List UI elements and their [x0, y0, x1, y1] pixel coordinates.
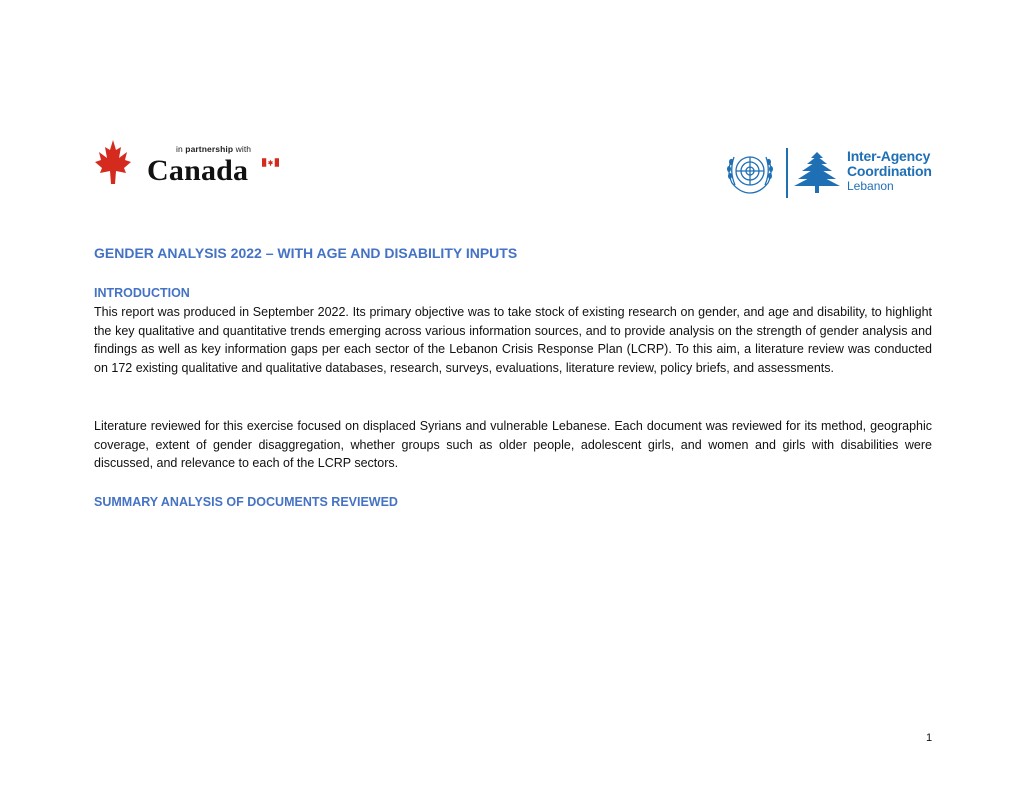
canada-partnership-logo	[94, 136, 284, 190]
logo-divider	[786, 148, 788, 198]
logo-line-coordination: Coordination	[847, 163, 932, 179]
logo-line-lebanon: Lebanon	[847, 179, 894, 193]
introduction-paragraph-2: Literature reviewed for this exercise focused on displaced Syrians and vulnerable Lebanese. Each document was reviewed for its method, geographic coverage, extent of gender disaggregation, whether groups such as older people, adolescent girls, and women and girls with disabilities were discussed, and relevance to each of the LCRP sectors.	[94, 419, 932, 471]
maple-leaf-icon	[94, 138, 132, 186]
summary-heading: SUMMARY ANALYSIS OF DOCUMENTS REVIEWED	[94, 495, 398, 509]
inter-agency-coordination-logo	[722, 146, 952, 198]
document-title: GENDER ANALYSIS 2022 – WITH AGE AND DISABILITY INPUTS	[94, 245, 518, 261]
introduction-heading: INTRODUCTION	[94, 286, 190, 300]
logo-line-inter-agency: Inter-Agency	[847, 148, 931, 164]
partnership-text: in partnership with	[176, 144, 252, 154]
canada-flag-icon	[262, 158, 279, 167]
coordination-wordmark	[847, 149, 932, 194]
cedar-tree-icon	[794, 152, 840, 194]
page-number: 1	[926, 732, 933, 744]
un-emblem-icon	[722, 147, 778, 197]
canada-wordmark: Canada	[147, 154, 249, 187]
introduction-paragraph-1: This report was produced in September 2022. Its primary objective was to take stock of existing research on gender, and age and disability, to highlight the key qualitative and quantitative trends emerging across various information sources, and to provide analysis on the strength of gender analysis and findings as well as key information gaps per each sector of the Lebanon Crisis Response Plan (LCRP). To this aim, a literature review was conducted on 172 existing qualitative and qualitative databases, research, surveys, evaluations, literature review, policy briefs, and assessments.	[94, 305, 932, 376]
